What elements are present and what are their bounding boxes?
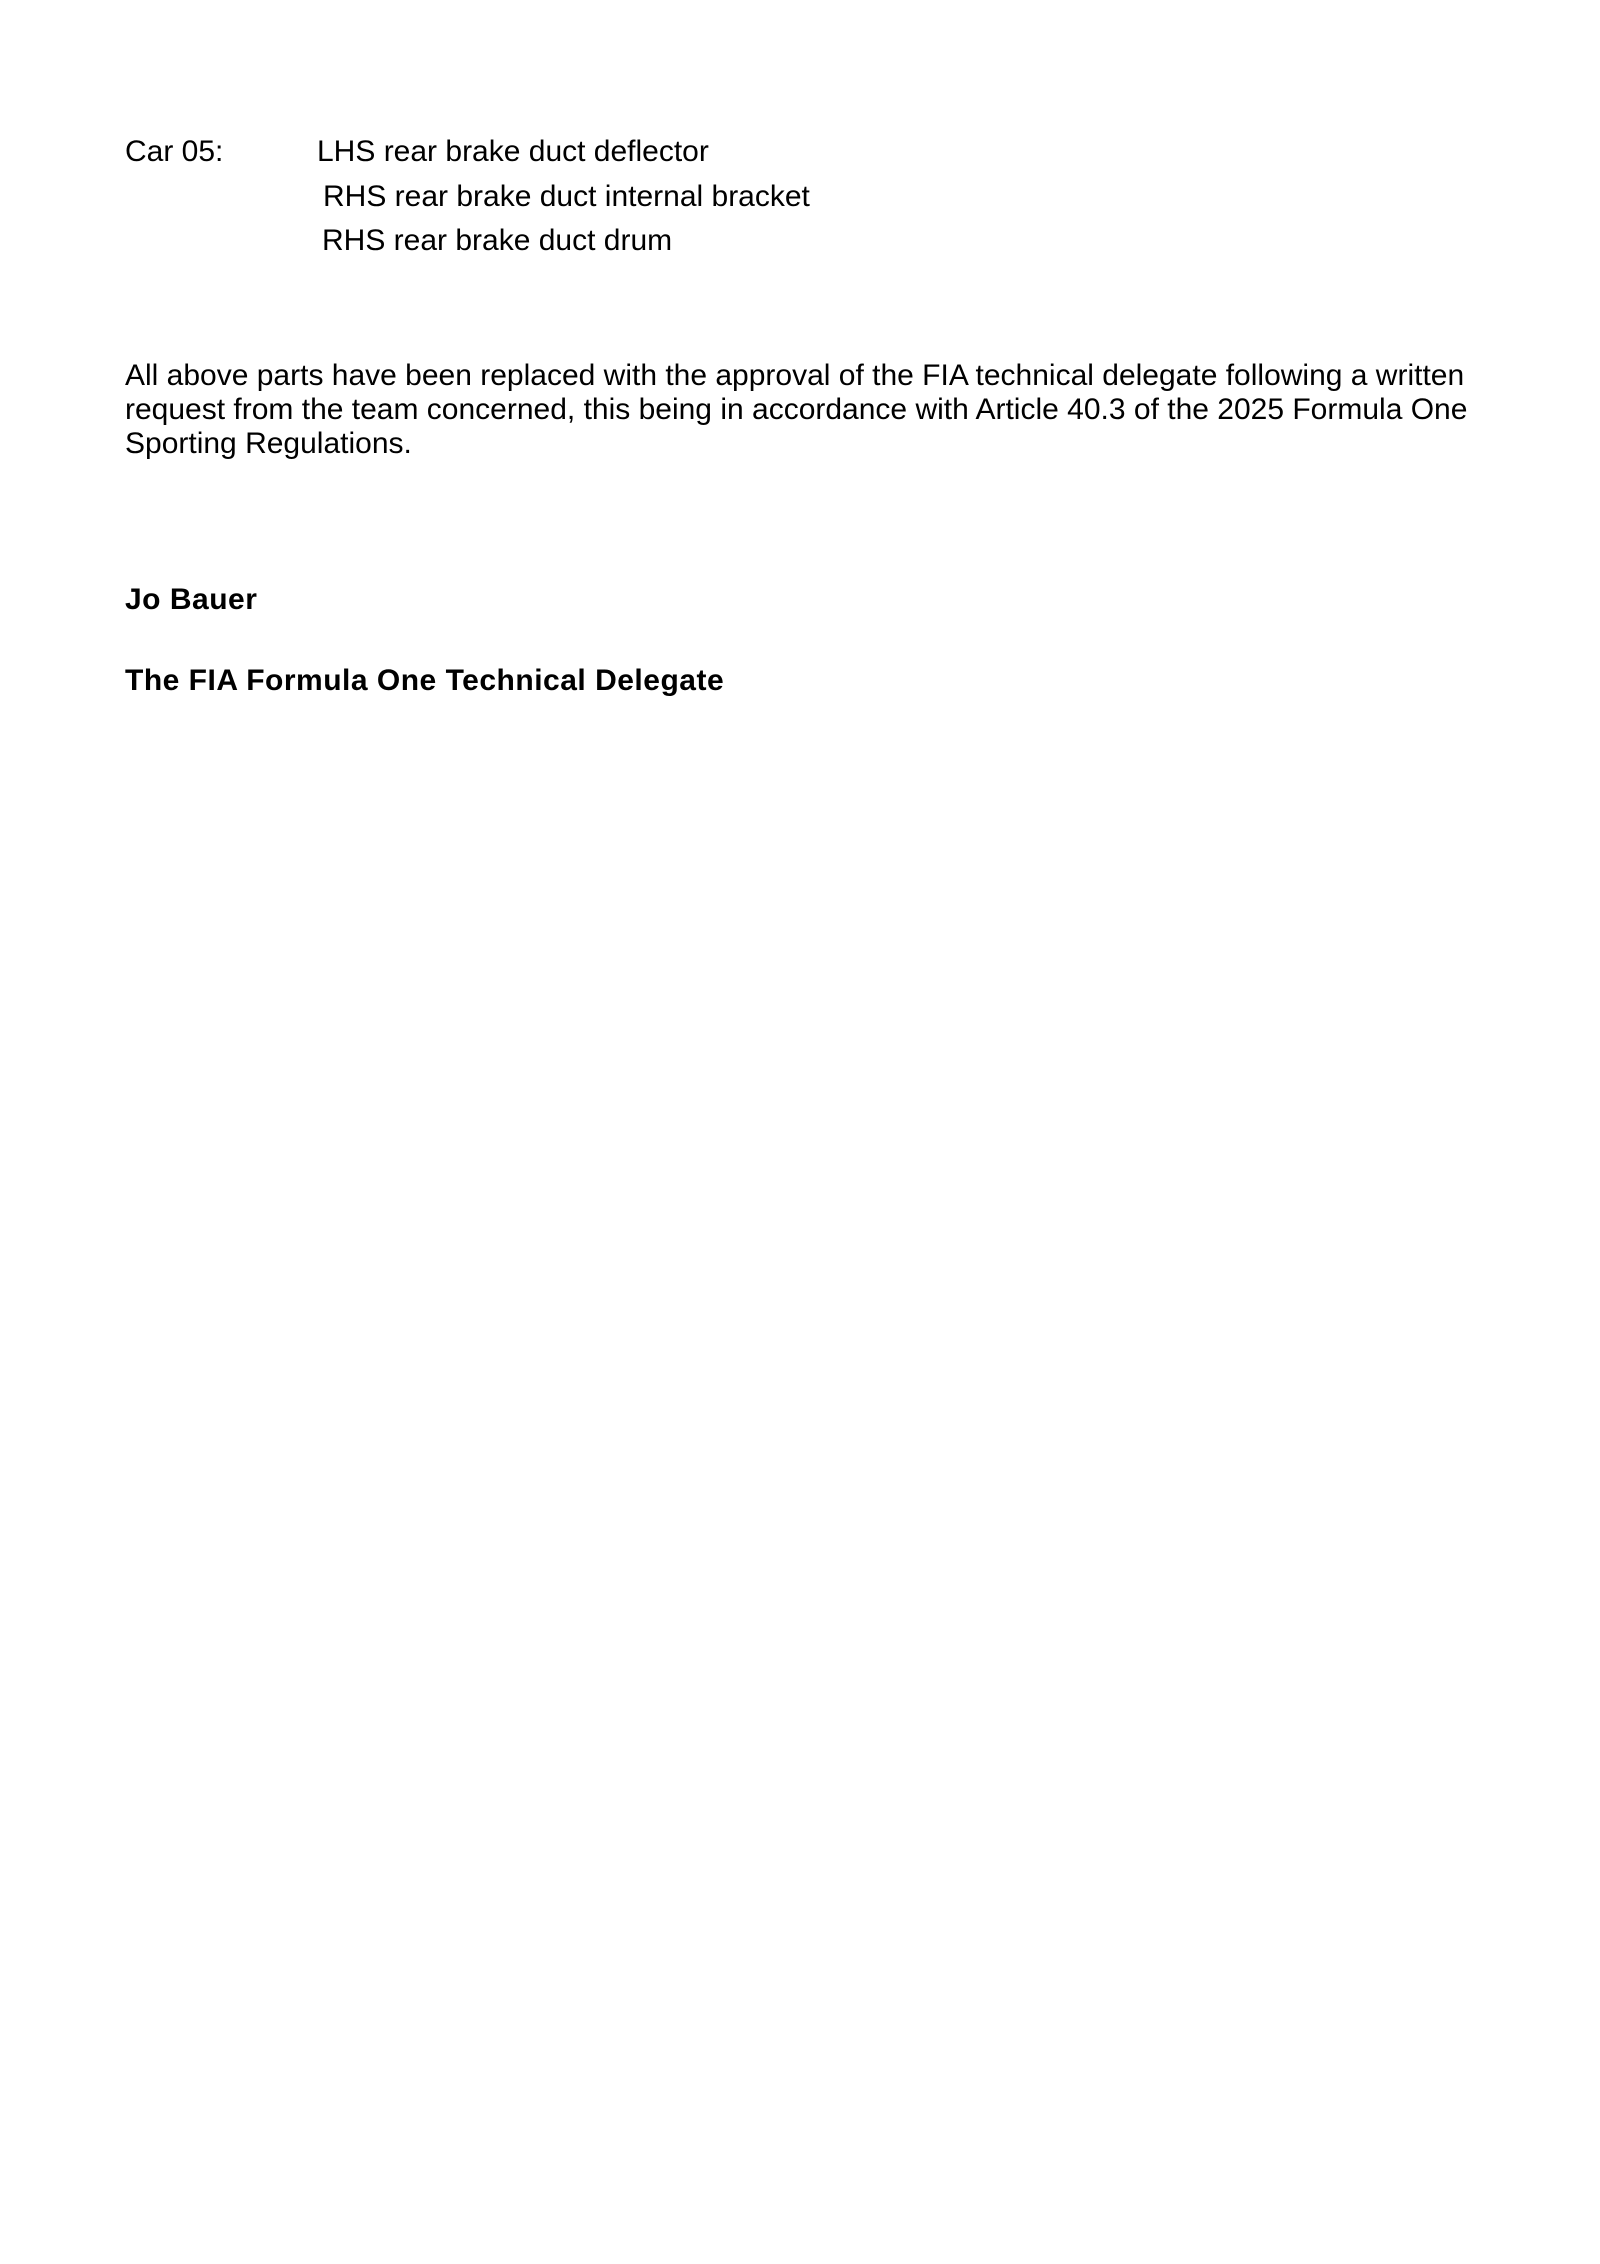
- signatory-title: The FIA Formula One Technical Delegate: [125, 664, 725, 697]
- car-label: Car 05:: [125, 135, 224, 168]
- approval-paragraph: All above parts have been replaced with the approval of the FIA technical delegate following a written request from the team concerned, this being in accordance with Article 40.3 of the 2025 Formula One Sporting Regulations.: [125, 359, 1468, 460]
- part-item: RHS rear brake duct internal bracket: [323, 180, 810, 213]
- part-item: RHS rear brake duct drum: [322, 224, 673, 257]
- signatory-name: Jo Bauer: [125, 583, 258, 616]
- part-item: LHS rear brake duct deflector: [317, 135, 709, 168]
